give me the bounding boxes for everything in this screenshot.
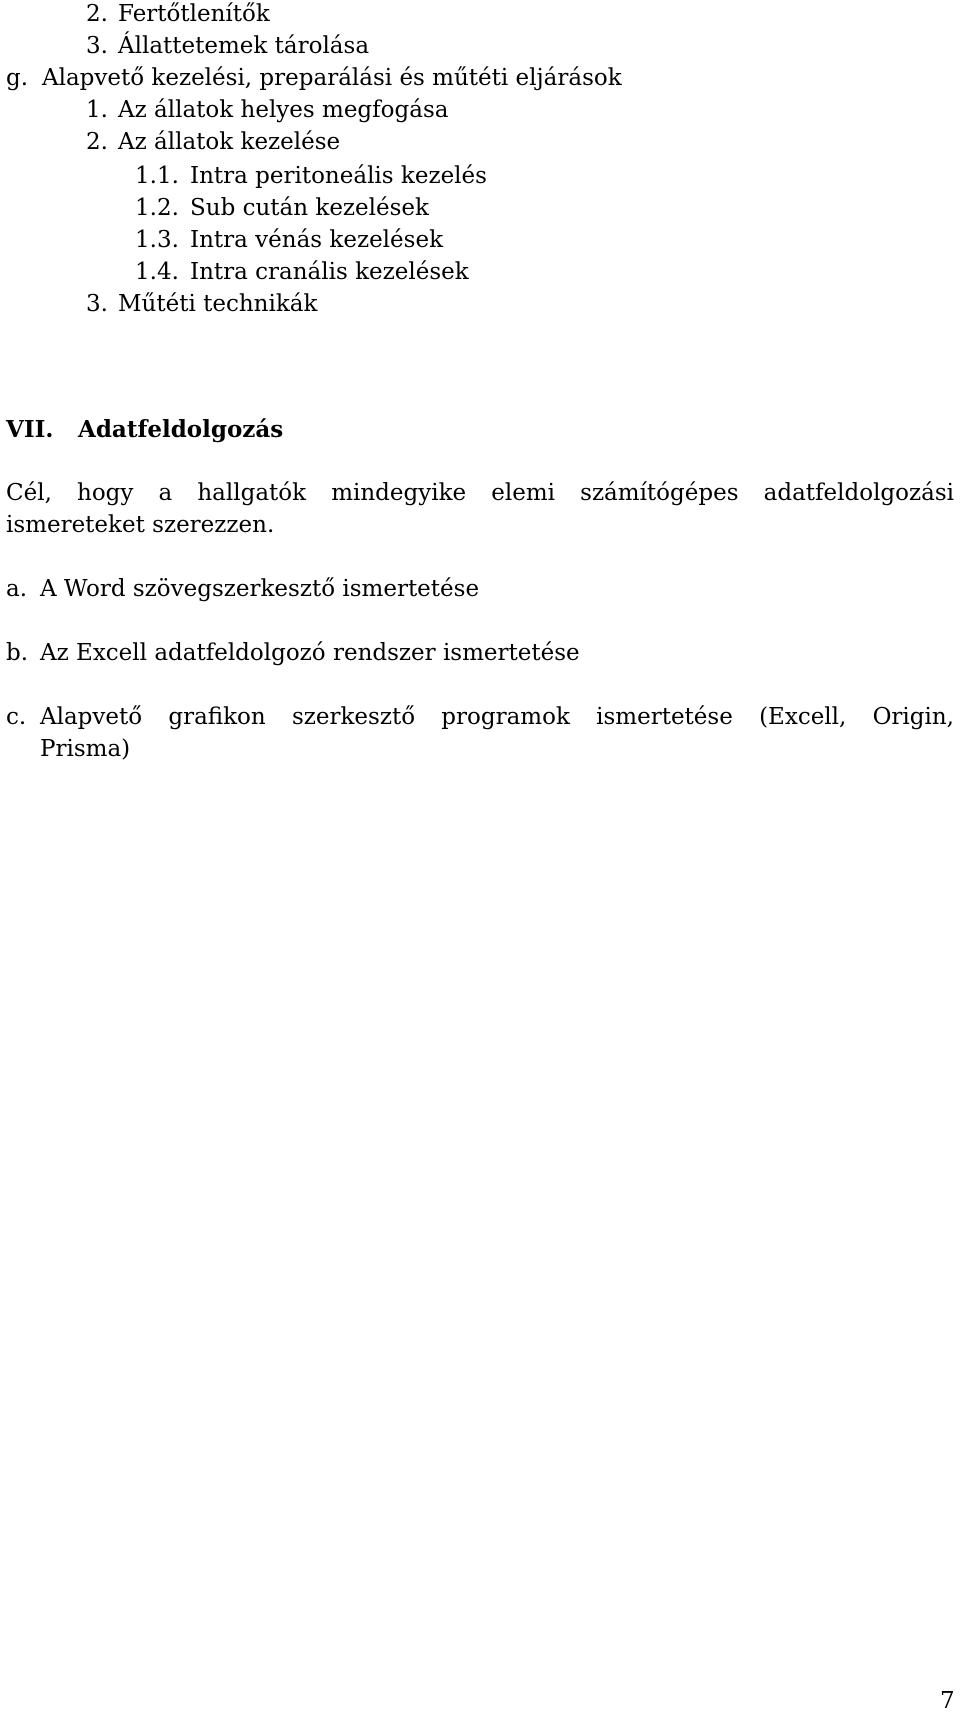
outline-text: Alapvető kezelési, preparálási és műtéti eljárások [42,65,622,91]
item-text: Alapvető grafikon szerkesztő programok ismertetése (Excell, Origin, [40,704,954,730]
item-text: Prisma) [40,736,131,762]
outline-number: 3. [86,33,108,59]
item-letter: a. [6,576,28,602]
outline-number: 3. [86,291,108,317]
outline-text: Intra vénás kezelések [190,227,443,253]
outline-text: Műtéti technikák [118,291,318,317]
outline-text: Az állatok helyes megfogása [118,97,449,123]
item-text: Az Excell adatfeldolgozó rendszer ismertetése [40,640,580,666]
item-letter: c. [6,704,27,730]
outline-number: 1.2. [135,195,179,221]
outline-text: Intra cranális kezelések [190,259,469,285]
intro-line: Cél, hogy a hallgatók mindegyike elemi számítógépes adatfeldolgozási [6,480,954,506]
outline-number: 1.1. [135,163,179,189]
outline-text: Állattetemek tárolása [118,33,370,59]
item-text: A Word szövegszerkesztő ismertetése [40,576,480,602]
outline-number: 1.3. [135,227,179,253]
section-number: VII. [6,416,54,443]
outline-text: Az állatok kezelése [118,129,341,155]
page-number: 7 [940,1688,955,1714]
item-letter: b. [6,640,29,666]
outline-number: g. [6,65,29,91]
outline-number: 1.4. [135,259,179,285]
outline-text: Intra peritoneális kezelés [190,163,487,189]
intro-line: ismereteket szerezzen. [6,512,275,538]
outline-number: 2. [86,1,108,27]
outline-text: Fertőtlenítők [118,1,270,27]
outline-number: 1. [86,97,108,123]
outline-text: Sub cután kezelések [190,195,429,221]
section-title: Adatfeldolgozás [78,416,284,443]
outline-number: 2. [86,129,108,155]
